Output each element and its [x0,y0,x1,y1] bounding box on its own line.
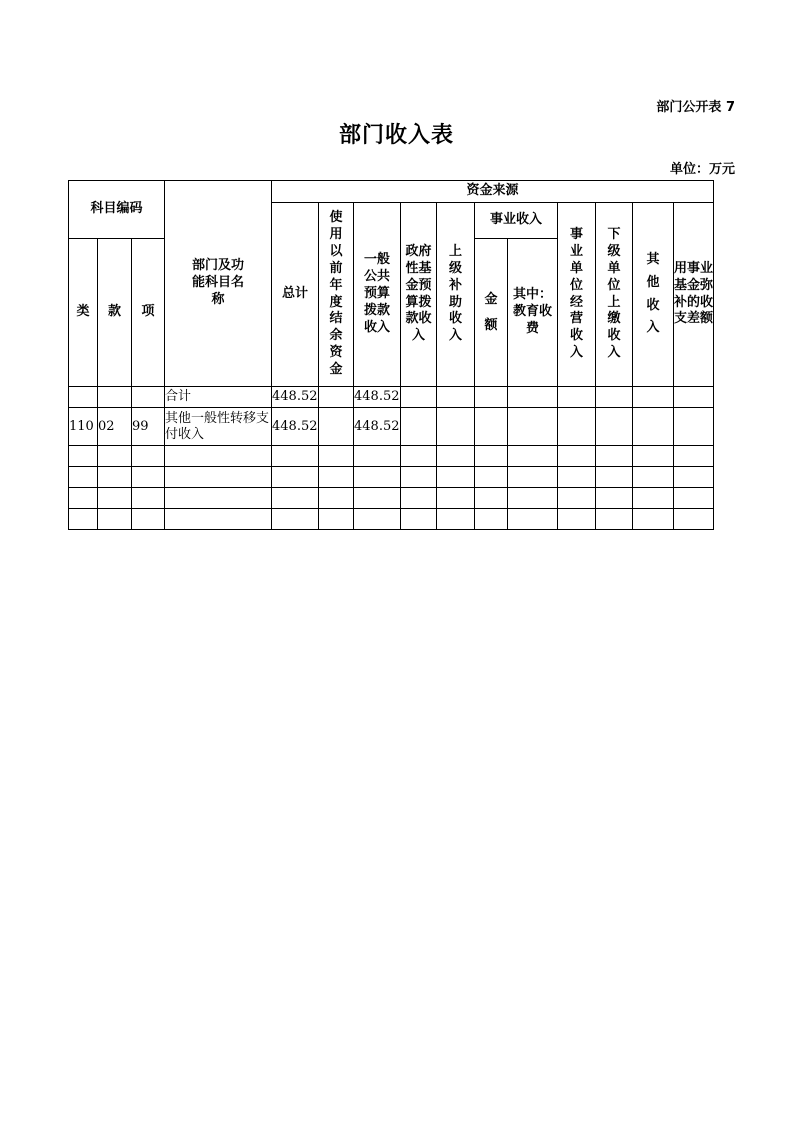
unit-label: 单位：万元 [669,162,735,177]
cell-oper [558,446,596,467]
cell-name [165,488,272,509]
cell-amount [475,488,508,509]
cell-gov [401,408,437,446]
cell-oper [558,509,596,530]
cell-sup [437,408,475,446]
header-gov-fund-text: 政府性基金预算拨款收入 [405,243,432,344]
cell-sup [437,446,475,467]
header-business-income: 事业收入 [475,203,558,239]
header-name [165,181,272,387]
cell-kuan [98,467,132,488]
header-amount-text: 金额 [484,291,498,333]
cell-kuan [98,509,132,530]
cell-name: 其他一般性转移支付收入 [165,408,272,446]
cell-lei [69,467,98,488]
cell-sub [596,408,633,446]
header-prior-year-balance-text: 使用以前年度结余资金 [329,210,343,378]
header-subordinate-income-text: 下级单位上缴收入 [607,226,621,361]
cell-total [272,467,319,488]
header-fund-offset-text: 用事业基金弥补的收支差额 [674,260,714,327]
cell-general [354,509,401,530]
cell-total: 448.52 [272,387,319,408]
header-funding-sources: 资金来源 [272,181,714,203]
income-table [68,180,714,530]
cell-name [165,446,272,467]
header-prior-year-balance [319,203,354,387]
form-number-label: 部门公开表 7 [656,100,735,115]
cell-name [165,509,272,530]
header-name-text: 部门及功能科目名称 [192,258,245,307]
cell-lei [69,509,98,530]
cell-amount [475,387,508,408]
cell-oper [558,408,596,446]
cell-lei [69,387,98,408]
cell-fund [674,387,714,408]
cell-gov [401,509,437,530]
cell-general: 448.52 [354,387,401,408]
cell-other [633,387,674,408]
cell-sup [437,488,475,509]
cell-xiang [132,488,165,509]
cell-sup [437,509,475,530]
cell-lei [69,446,98,467]
cell-kuan: 02 [98,408,132,446]
cell-prior [319,387,354,408]
cell-gov [401,467,437,488]
cell-general [354,446,401,467]
cell-kuan [98,488,132,509]
cell-xiang [132,387,165,408]
cell-fund [674,509,714,530]
cell-prior [319,488,354,509]
table-row [69,408,714,446]
cell-other [633,408,674,446]
header-general-budget [354,203,401,387]
header-amount [475,239,508,387]
cell-amount [475,446,508,467]
cell-name: 合计 [165,387,272,408]
cell-oper [558,488,596,509]
header-operating-income-text: 事业单位经营收入 [570,226,584,361]
header-lei: 类 [69,239,98,387]
cell-edu [508,408,558,446]
cell-sup [437,467,475,488]
table-row [69,387,714,408]
cell-edu [508,387,558,408]
cell-prior [319,509,354,530]
cell-sub [596,488,633,509]
cell-kuan [98,387,132,408]
header-code-group: 科目编码 [69,181,165,239]
cell-other [633,509,674,530]
cell-xiang [132,509,165,530]
cell-total [272,488,319,509]
cell-fund [674,488,714,509]
page-title: 部门收入表 [338,123,454,148]
cell-edu [508,467,558,488]
table-row [69,509,714,530]
cell-general [354,467,401,488]
table-row [69,488,714,509]
cell-other [633,488,674,509]
cell-prior [319,408,354,446]
cell-sup [437,387,475,408]
cell-sub [596,387,633,408]
cell-total [272,446,319,467]
cell-kuan [98,446,132,467]
cell-fund [674,467,714,488]
cell-total: 448.52 [272,408,319,446]
table-row [69,467,714,488]
cell-oper [558,467,596,488]
cell-gov [401,446,437,467]
cell-amount [475,467,508,488]
header-kuan: 款 [98,239,132,387]
cell-general [354,488,401,509]
cell-prior [319,446,354,467]
header-education-fee [508,239,558,387]
cell-gov [401,488,437,509]
cell-oper [558,387,596,408]
cell-prior [319,467,354,488]
cell-edu [508,488,558,509]
cell-total [272,509,319,530]
header-operating-income [558,203,596,387]
cell-fund [674,446,714,467]
cell-lei: 110 [69,408,98,446]
cell-sub [596,446,633,467]
cell-name [165,467,272,488]
cell-xiang [132,446,165,467]
header-total: 总计 [272,203,319,387]
cell-amount [475,408,508,446]
header-xiang: 项 [132,239,165,387]
cell-gov [401,387,437,408]
cell-fund [674,408,714,446]
header-superior-subsidy [437,203,475,387]
cell-other [633,467,674,488]
cell-other [633,446,674,467]
header-other-income [633,203,674,387]
cell-sub [596,467,633,488]
cell-xiang: 99 [132,408,165,446]
cell-amount [475,509,508,530]
cell-lei [69,488,98,509]
header-fund-offset [674,203,714,387]
header-other-income-text: 其他收入 [646,252,660,336]
header-gov-fund [401,203,437,387]
cell-general: 448.52 [354,408,401,446]
cell-edu [508,446,558,467]
header-education-fee-text: 其中：教育收费 [513,287,553,336]
cell-edu [508,509,558,530]
header-superior-subsidy-text: 上级补助收入 [449,243,463,344]
table-row [69,446,714,467]
cell-sub [596,509,633,530]
cell-xiang [132,467,165,488]
header-subordinate-income [596,203,633,387]
header-general-budget-text: 一般公共预算拨款收入 [364,252,391,335]
